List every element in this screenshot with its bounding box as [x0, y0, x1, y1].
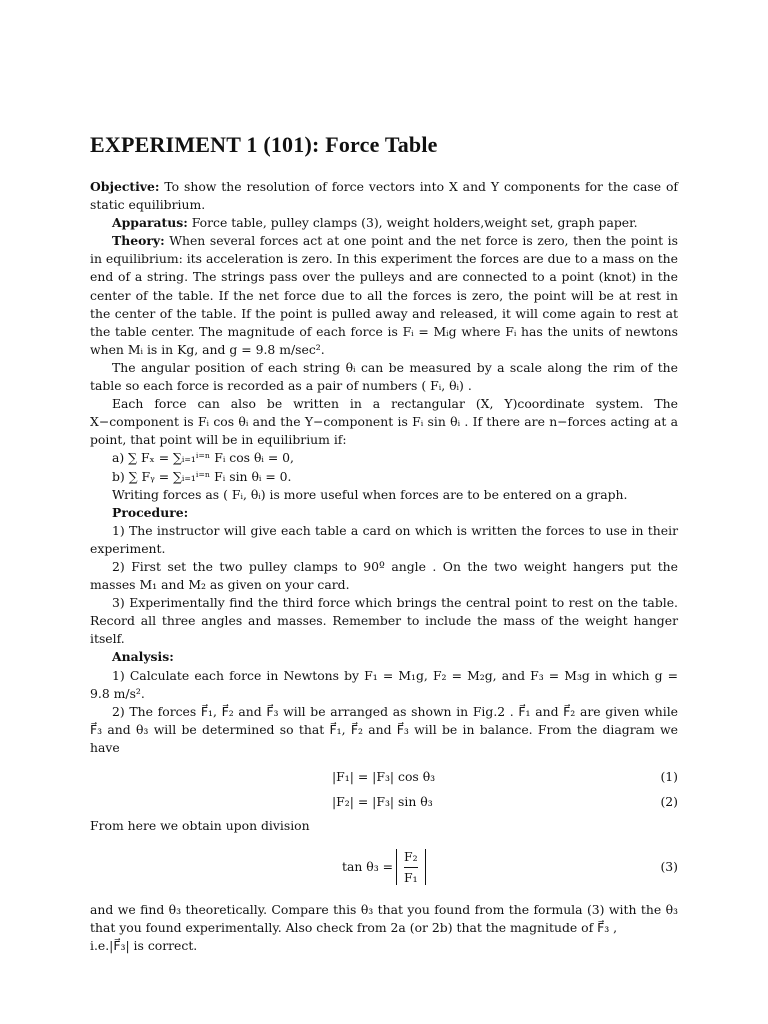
apparatus-paragraph: [90, 214, 678, 232]
equation-3: [90, 843, 678, 891]
fraction-denominator: F₁: [404, 869, 418, 885]
fraction-numerator: F₂: [404, 848, 418, 864]
theory-text-1: When several forces act at one point and the net force is zero, then the point is in equilibrium: its acceleration is zero. In this experiment the forces are due to a mass on the end of a string. The strings pass over the pulleys and are connected to a point (knot) in the center of the table. If the net force due to all the forces is zero, the point will be at rest in the center of the table. If the point is pulled away and released, it will come again to rest at the table center. The magnitude of each force is Fᵢ = Mᵢg where Fᵢ has the units of newtons when Mᵢ is in Kg, and g = 9.8 m/sec².: [90, 233, 678, 357]
closing-paragraph: and we find θ₃ theoretically. Compare this θ₃ that you found from the formula (3) with the θ₃ that you found experimentally. Also check from 2a (or 2b) that the magnitude of F⃗₃ ,: [90, 902, 678, 936]
division-text: From here we obtain upon division: [90, 818, 310, 833]
document-body: [90, 130, 678, 955]
fraction: [404, 849, 418, 886]
document-title: EXPERIMENT 1 (101): Force Table: [90, 132, 438, 157]
procedure-heading: Procedure:: [112, 504, 189, 520]
abs-bar-right: [425, 849, 426, 885]
equation-1-expression: |F₁| = |F₃| cos θ₃: [332, 769, 436, 784]
theory-paragraph-3: Each force can also be written in a rectangular (X, Y)coordinate system. The X−component is Fᵢ cos θᵢ and the Y−component is Fᵢ sin θᵢ . If there are n−forces acting at a point, that point will be in equilibrium if:: [90, 396, 678, 448]
theory-paragraph-1: [90, 232, 678, 359]
closing-paragraph-2: i.e.|F⃗₃| is correct.: [90, 938, 198, 954]
equation-3-lhs: tan θ₃ =: [342, 859, 394, 875]
procedure-step-2: 2) First set the two pulley clamps to 90º angle . On the two weight hangers put the masses M₁ and M₂ as given on your card.: [90, 558, 678, 593]
apparatus-label: Apparatus:: [112, 215, 188, 231]
theory-paragraph-4: Writing forces as ( Fᵢ, θᵢ) is more useful when forces are to be entered on a graph.: [112, 486, 628, 502]
absolute-value-fraction: [393, 849, 429, 886]
equation-3-number: (3): [660, 859, 678, 875]
procedure-step-1: 1) The instructor will give each table a card on which is written the forces to use in their experiment.: [90, 522, 678, 556]
analysis-step-1: 1) Calculate each force in Newtons by F₁ = M₁g, F₂ = M₂g, and F₃ = M₃g in which g = 9.8 m/s².: [90, 667, 678, 701]
objective-label: Objective:: [90, 179, 160, 194]
objective-paragraph: [90, 178, 678, 214]
procedure-step-3: 3) Experimentally find the third force which brings the central point to rest on the table. Record all three angles and masses. Remember to include the mass of the weight hanger itself.: [90, 595, 678, 647]
equation-2-expression: |F₂| = |F₃| sin θ₃: [332, 794, 433, 809]
equation-1-number: (1): [660, 769, 678, 784]
fraction-line: [404, 867, 418, 868]
theory-label: Theory:: [112, 233, 165, 249]
abs-bar-left: [396, 849, 397, 885]
equation-3-expression: [342, 843, 429, 891]
analysis-heading: Analysis:: [112, 649, 174, 665]
apparatus-text: Force table, pulley clamps (3), weight holders,weight set, graph paper.: [187, 215, 638, 231]
equation-2: [90, 790, 678, 813]
equation-1: [90, 765, 678, 788]
equilibrium-condition-b: b) ∑ Fᵧ = ∑ᵢ₌₁ⁱ⁼ⁿ Fᵢ sin θᵢ = 0.: [112, 468, 292, 484]
analysis-step-2: 2) The forces F⃗₁, F⃗₂ and F⃗₃ will be arranged as shown in Fig.2 . F⃗₁ and F⃗₂ are given while F⃗₃ and θ₃ will be determined so that F⃗₁, F⃗₂ and F⃗₃ will be in balance. From the diagram we have: [90, 703, 678, 755]
equation-2-number: (2): [660, 794, 678, 809]
objective-text: To show the resolution of force vectors into X and Y components for the case of static equilibrium.: [90, 179, 678, 213]
theory-paragraph-2: The angular position of each string θᵢ can be measured by a scale along the rim of the table so each force is recorded as a pair of numbers ( Fᵢ, θᵢ) .: [90, 359, 678, 394]
equilibrium-condition-a: a) ∑ Fₓ = ∑ᵢ₌₁ⁱ⁼ⁿ Fᵢ cos θᵢ = 0,: [112, 450, 294, 466]
